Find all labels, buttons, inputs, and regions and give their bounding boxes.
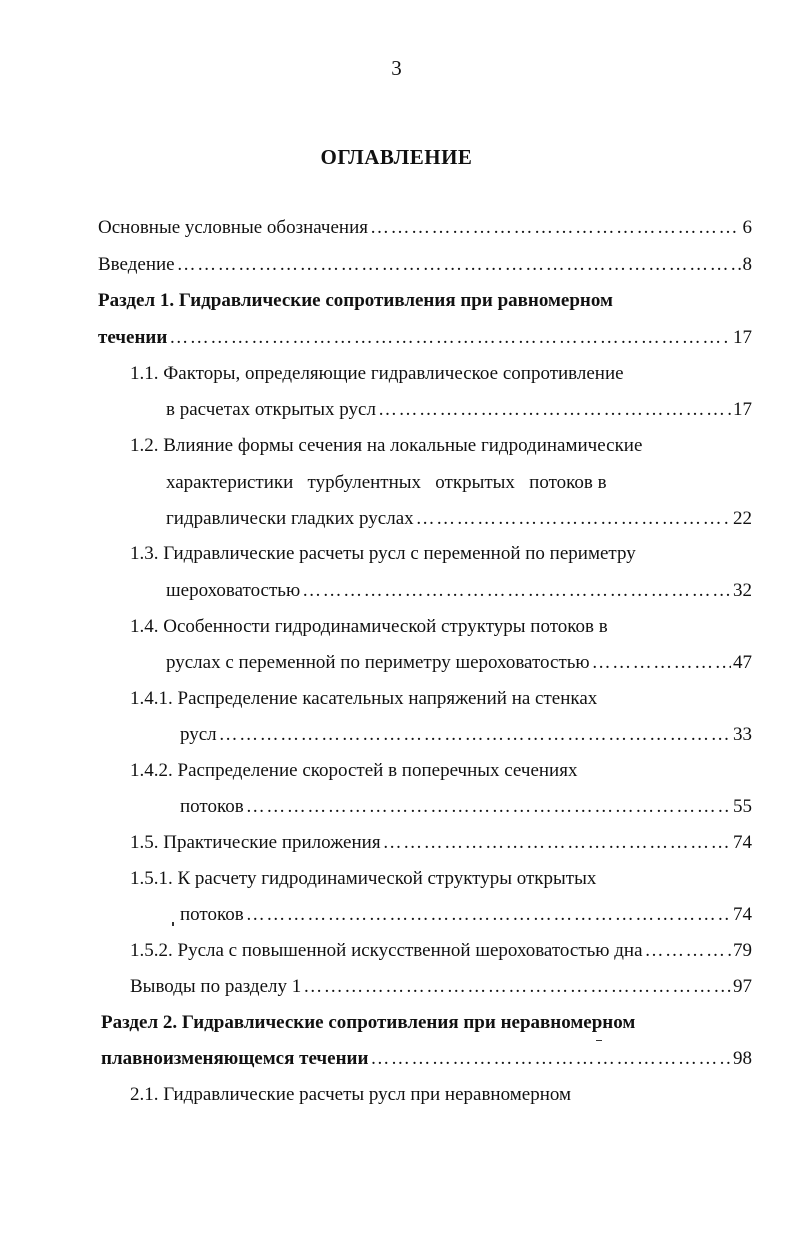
toc-entry-page: 22 xyxy=(733,508,752,529)
toc-entry-page: 8 xyxy=(742,254,752,275)
toc-entry-page: 32 xyxy=(733,580,752,601)
toc-entry-label: потоков xyxy=(180,904,244,925)
toc-section-heading[interactable]: Раздел 1. Гидравлические сопротивления при равномерном xyxy=(98,290,613,311)
toc-section-heading[interactable]: Раздел 2. Гидравлические сопротивления при неравномерном xyxy=(101,1012,636,1033)
toc-entry-page: 98 xyxy=(733,1048,752,1069)
toc-entry[interactable] xyxy=(166,579,752,605)
toc-entry-page: 79 xyxy=(733,940,752,961)
leader-dots xyxy=(370,1047,731,1071)
toc-entry-label: в расчетах открытых русл xyxy=(166,399,376,420)
toc-entry-label: потоков xyxy=(180,796,244,817)
page-title: ОГЛАВЛЕНИЕ xyxy=(320,145,473,169)
toc-entry[interactable] xyxy=(130,939,752,965)
toc-entry-page: 74 xyxy=(733,904,752,925)
toc-entry[interactable] xyxy=(98,216,752,242)
scan-speck xyxy=(596,1040,602,1041)
toc-entry[interactable] xyxy=(166,651,752,677)
leader-dots xyxy=(246,795,731,819)
toc-subsection-heading[interactable]: 1.4.2. Распределение скоростей в поперечных сечениях xyxy=(130,760,578,781)
toc-subsection-heading[interactable]: 1.3. Гидравлические расчеты русл с переменной по периметру xyxy=(130,543,636,564)
toc-entry-page: 17 xyxy=(733,327,752,348)
leader-dots xyxy=(246,903,731,927)
toc-entry-label: 1.5.2. Русла с повышенной искусственной шероховатостью дна xyxy=(130,940,643,961)
toc-entry-label: 1.5. Практические приложения xyxy=(130,832,381,853)
toc-entry-page: 47 xyxy=(733,652,752,673)
toc-entry[interactable] xyxy=(180,723,752,749)
toc-entry[interactable] xyxy=(166,507,752,533)
toc-entry-label: плавноизменяющемся течении xyxy=(101,1048,369,1069)
toc-entry[interactable] xyxy=(98,326,752,352)
leader-dots xyxy=(416,507,731,531)
toc-entry[interactable] xyxy=(180,903,752,929)
toc-entry-page: 6 xyxy=(742,217,752,238)
leader-dots xyxy=(302,579,731,603)
toc-subsection-heading[interactable]: 1.4.1. Распределение касательных напряжений на стенках xyxy=(130,688,598,709)
toc-entry-page: 17 xyxy=(733,399,752,420)
toc-entry[interactable] xyxy=(98,253,752,279)
toc-entry-label: течении xyxy=(98,327,168,348)
toc-entry-label: руслах с переменной по периметру шероховатостью xyxy=(166,652,590,673)
toc-entry-page: 33 xyxy=(733,724,752,745)
leader-dots xyxy=(219,723,731,747)
toc-entry-page: 97 xyxy=(733,976,752,997)
toc-entry[interactable] xyxy=(130,831,752,857)
toc-entry[interactable] xyxy=(180,795,752,821)
toc-entry[interactable] xyxy=(101,1047,752,1073)
leader-dots xyxy=(645,939,731,963)
scan-speck xyxy=(172,922,174,926)
leader-dots xyxy=(303,975,731,999)
toc-subsection-heading[interactable]: 1.5.1. К расчету гидродинамической структуры открытых xyxy=(130,868,597,889)
toc-entry-page: 74 xyxy=(733,832,752,853)
toc-entry[interactable] xyxy=(166,398,752,424)
toc-subsection-heading[interactable]: 2.1. Гидравлические расчеты русл при неравномерном xyxy=(130,1084,572,1105)
toc-entry-label: Основные условные обозначения xyxy=(98,217,368,238)
leader-dots xyxy=(169,326,731,350)
toc-entry[interactable] xyxy=(130,975,752,1001)
page-number: 3 xyxy=(391,56,402,80)
toc-entry-label: русл xyxy=(180,724,217,745)
toc-subsection-heading[interactable]: 1.2. Влияние формы сечения на локальные гидродинамические xyxy=(130,435,643,456)
toc-entry-label: Выводы по разделу 1 xyxy=(130,976,302,997)
toc-entry-page: 55 xyxy=(733,796,752,817)
leader-dots xyxy=(378,398,731,422)
toc-entry-label: шероховатостью xyxy=(166,580,301,601)
leader-dots xyxy=(177,253,741,277)
toc-subsection-heading[interactable]: 1.1. Факторы, определяющие гидравлическое сопротивление xyxy=(130,363,624,384)
leader-dots xyxy=(592,651,731,675)
leader-dots xyxy=(370,216,741,240)
toc-entry-label: гидравлически гладких руслах xyxy=(166,508,414,529)
toc-subsection-heading[interactable]: 1.4. Особенности гидродинамической структуры потоков в xyxy=(130,616,608,637)
toc-continuation[interactable]: характеристики турбулентных открытых потоков в xyxy=(166,472,607,493)
leader-dots xyxy=(383,831,731,855)
toc-entry-label: Введение xyxy=(98,254,175,275)
